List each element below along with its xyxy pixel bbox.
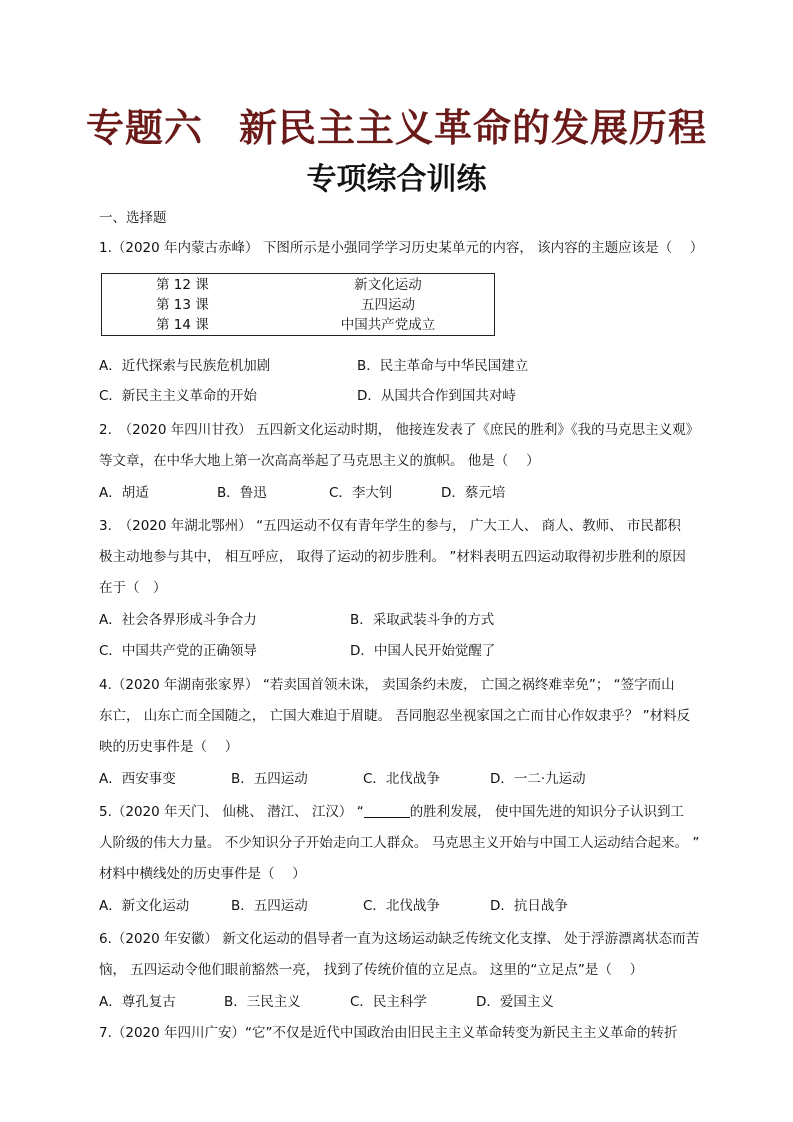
q3-option-d: D．中国人民开始觉醒了 [350,643,496,659]
q4-option-d: D．一二·九运动 [490,771,586,787]
document-title [0,100,793,156]
q1-option-b: B．民主革命与中华民国建立 [357,358,529,374]
lesson-topic: 五四运动 [361,297,415,313]
q1-option-c: C．新民主主义革命的开始 [99,388,257,404]
q6-option-d: D．爱国主义 [476,994,554,1010]
q1-option-a: A．近代探索与民族危机加剧 [99,358,271,374]
document-subtitle: 专项综合训练 [306,162,487,197]
q1-option-d: D．从国共合作到国共对峙 [357,388,516,404]
q3-option-c: C．中国共产党的正确领导 [99,643,257,659]
q2-line-1: 2. （2020 年四川甘孜） 五四新文化运动时期， 他接连发表了《庶民的胜利》《我的马克思主义观》 [99,422,700,438]
q6-option-b: B．三民主义 [224,994,301,1010]
lesson-number: 第 13 课 [156,297,209,313]
q5-line-3: 材料中横线处的历史事件是（ ） [99,866,306,882]
q3-line-1: 3. （2020 年湖北鄂州） “五四运动不仅有青年学生的参与， 广大工人、 商人、教师、 市民都积 [99,518,681,534]
q6-option-c: C．民主科学 [350,994,427,1010]
q6-option-a: A．尊孔复古 [99,994,176,1010]
lesson-topic: 新文化运动 [354,277,422,293]
title-part-b: 新民主主义革命的发展历程 [239,105,708,150]
lesson-row [102,315,494,335]
q2-option-b: B．鲁迅 [217,485,267,501]
q3-option-a: A．社会各界形成斗争合力 [99,612,257,628]
q3-line-3: 在于（ ） [99,580,167,596]
lesson-number: 第 14 课 [156,317,209,333]
section-heading: 一、选择题 [99,210,167,226]
q5-option-c: C．北伐战争 [363,898,440,914]
q5-line-1 [99,802,753,822]
q3-option-b: B．采取武装斗争的方式 [350,612,495,628]
lesson-row [102,275,494,295]
q4-line-2: 东亡， 山东亡而全国随之， 亡国大难迫于眉睫。 吾同胞忍坐视家国之亡而甘心作奴隶乎？ ”材料反 [99,708,691,724]
q3-line-2: 极主动地参与其中， 相互呼应， 取得了运动的初步胜利。 ”材料表明五四运动取得初步胜利的原因 [99,549,686,565]
q5-line-2: 人阶级的伟大力量。 不少知识分子开始走向工人群众。 马克思主义开始与中国工人运动结合起来。 ” [99,835,700,851]
q6-line-1: 6.（2020 年安徽） 新文化运动的倡导者一直为这场运动缺乏传统文化支撑、 处于浮游漂离状态而苦 [99,931,700,947]
q2-option-a: A．胡适 [99,485,149,501]
q2-option-d: D．蔡元培 [441,485,506,501]
lesson-row [102,295,494,315]
q5-line-1-end: 的胜利发展， 使中国先进的知识分子认识到工 [409,804,684,820]
answer-blank [364,803,410,818]
lesson-table [101,273,495,336]
q4-line-3: 映的历史事件是（ ） [99,739,239,755]
q7-line-1: 7.（2020 年四川广安）“它”不仅是近代中国政治由旧民主主义革命转变为新民主主义革命的转折 [99,1025,678,1041]
q5-option-b: B．五四运动 [231,898,308,914]
q5-line-1-start: 5.（2020 年天门、 仙桃、 潜江、 江汉） “ [99,804,364,820]
q4-option-a: A．西安事变 [99,771,176,787]
q1-stem: 1.（2020 年内蒙古赤峰） 下图所示是小强同学学习历史某单元的内容， 该内容的主题应该是（ ） [99,240,704,256]
lesson-topic: 中国共产党成立 [340,317,436,333]
q4-option-b: B．五四运动 [231,771,308,787]
q6-line-2: 恼， 五四运动令他们眼前豁然一亮， 找到了传统价值的立足点。 这里的“立足点”是（ ） [99,962,644,978]
q2-option-c: C．李大钊 [329,485,393,501]
q4-option-c: C．北伐战争 [363,771,440,787]
q5-option-d: D．抗日战争 [490,898,568,914]
title-part-a: 专题六 [85,105,203,150]
q5-option-a: A．新文化运动 [99,898,190,914]
lesson-number: 第 12 课 [156,277,209,293]
q2-line-2: 等文章，在中华大地上第一次高高举起了马克思主义的旗帜。 他是（ ） [99,453,540,469]
q4-line-1: 4.（2020 年湖南张家界） “若卖国首领未诛， 卖国条约未废， 亡国之祸终难幸免”； “签字而山 [99,677,675,693]
